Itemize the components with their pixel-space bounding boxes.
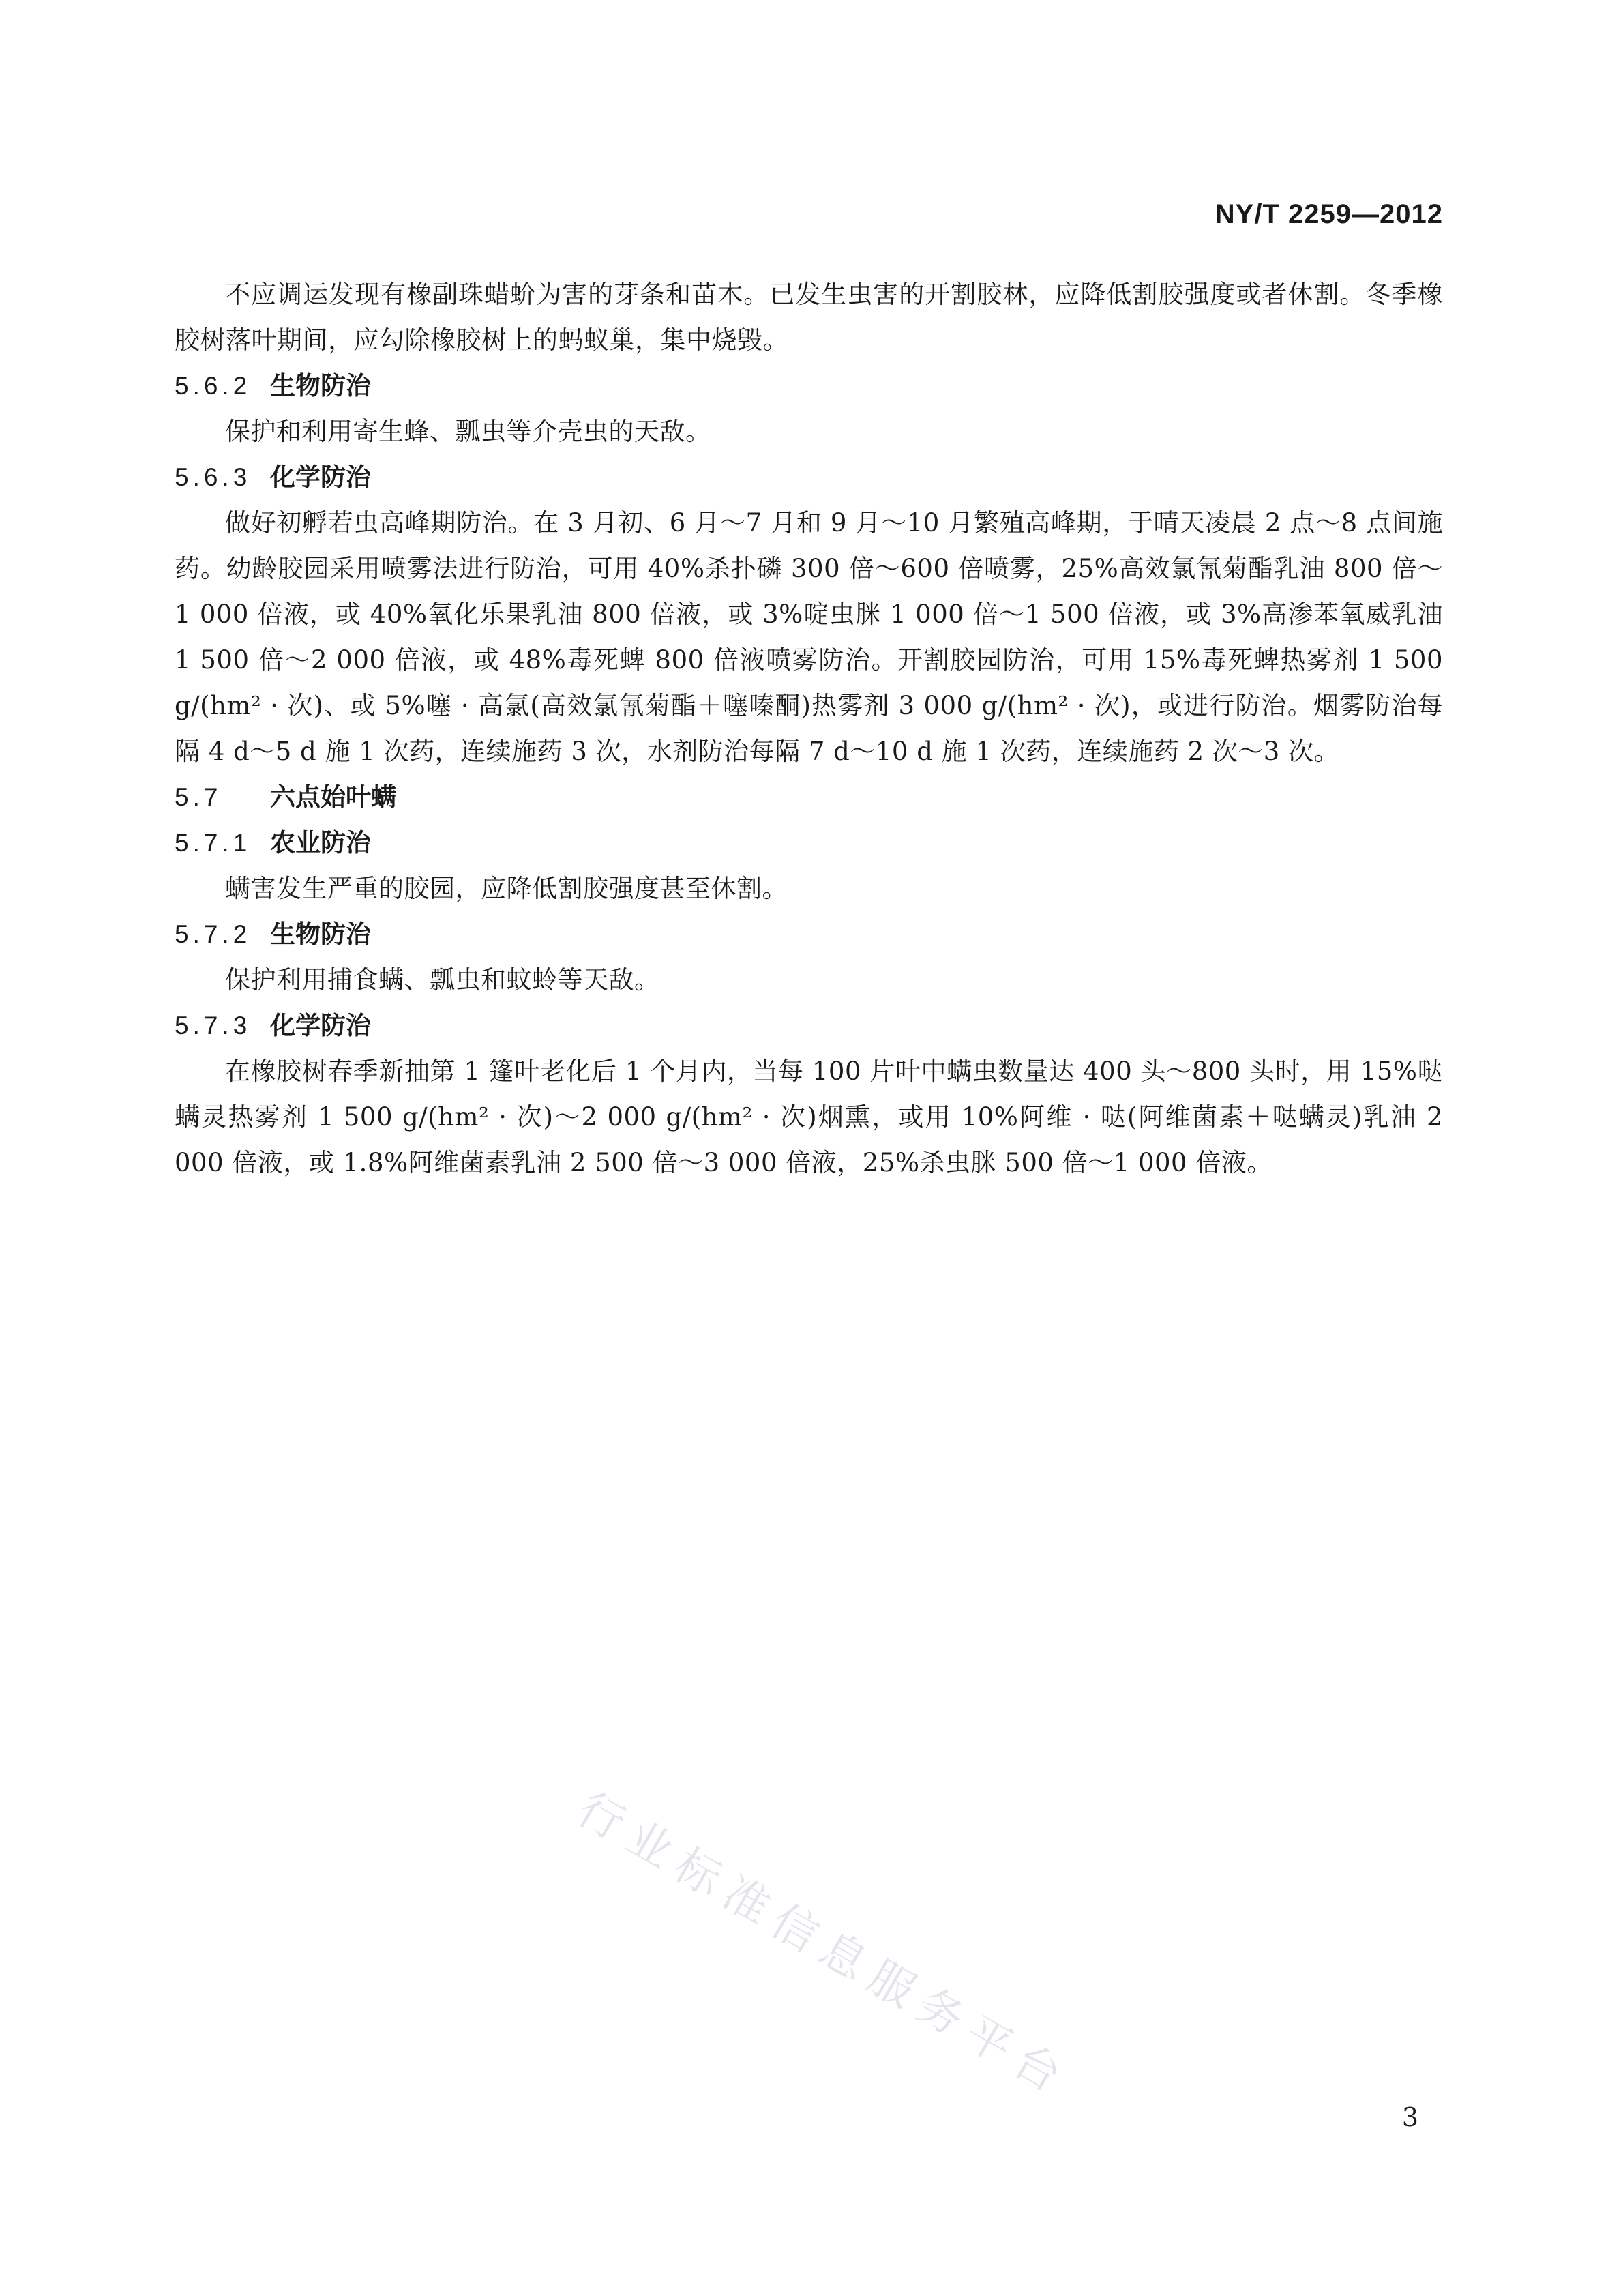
section-title: 生物防治: [270, 371, 371, 400]
section-title: 六点始叶螨: [270, 782, 396, 812]
section-number: 5.7.1: [175, 829, 252, 857]
heading-5-7-1: [175, 820, 1443, 866]
heading-5-7: [175, 774, 1443, 820]
page-number: 3: [1401, 2102, 1418, 2132]
paragraph-5-7-2: 保护利用捕食螨、瓢虫和蚊蛉等天敌。: [225, 965, 660, 995]
paragraph-5-7-3: 在橡胶树春季新抽第 1 篷叶老化后 1 个月内，当每 100 片叶中螨虫数量达 400 头～800 头时，用 15%哒螨灵热雾剂 1 500 g/(hm² · 次)～2 000 g/(hm² · 次)烟熏，或用 10%阿维 · 哒(阿维菌素＋哒螨灵)乳油 2 000 倍液，或 1.8%阿维菌素乳油 2 500 倍～3 000 倍液，25%杀虫脒 500 倍～1 000 倍液。: [175, 1057, 1443, 1177]
paragraph-5-6-1-continued: 不应调运发现有橡副珠蜡蚧为害的芽条和苗木。已发生虫害的开割胶林，应降低割胶强度或者休割。冬季橡胶树落叶期间，应勾除橡胶树上的蚂蚁巢，集中烧毁。: [175, 280, 1443, 355]
paragraph-5-7-1: 螨害发生严重的胶园，应降低割胶强度甚至休割。: [225, 874, 788, 903]
section-number: 5.6.2: [175, 372, 252, 400]
heading-5-6-2: [175, 363, 1443, 409]
document-body: [175, 271, 1443, 1186]
section-title: 化学防治: [270, 462, 371, 492]
section-number: 5.6.3: [175, 463, 252, 491]
heading-5-7-2: [175, 911, 1443, 957]
section-number: 5.7.2: [175, 920, 252, 948]
standard-code: NY/T 2259—2012: [1215, 199, 1443, 229]
heading-5-7-3: [175, 1003, 1443, 1048]
section-number: 5.7.3: [175, 1012, 252, 1040]
section-title: 化学防治: [270, 1011, 371, 1040]
watermark: 行业标准信息服务平台: [569, 1782, 1079, 2108]
section-number: 5.7: [175, 783, 222, 811]
section-title: 农业防治: [270, 828, 371, 857]
paragraph-5-6-3: 做好初孵若虫高峰期防治。在 3 月初、6 月～7 月和 9 月～10 月繁殖高峰期，于晴天凌晨 2 点～8 点间施药。幼龄胶园采用喷雾法进行防治，可用 40%杀扑磷 300 倍～600 倍喷雾，25%高效氯氰菊酯乳油 800 倍～1 000 倍液，或 40%氧化乐果乳油 800 倍液，或 3%啶虫脒 1 000 倍～1 500 倍液，或 3%高渗苯氧威乳油 1 500 倍～2 000 倍液，或 48%毒死蜱 800 倍液喷雾防治。开割胶园防治，可用 15%毒死蜱热雾剂 1 500 g/(hm² · 次)、或 5%噻 · 高氯(高效氯氰菊酯＋噻嗪酮)热雾剂 3 000 g/(hm² · 次)，或进行防治。烟雾防治每隔 4 d～5 d 施 1 次药，连续施药 3 次，水剂防治每隔 7 d～10 d 施 1 次药，连续施药 2 次～3 次。: [175, 508, 1443, 766]
paragraph-5-6-2: 保护和利用寄生蜂、瓢虫等介壳虫的天敌。: [225, 417, 711, 446]
section-title: 生物防治: [270, 919, 371, 949]
heading-5-6-3: [175, 454, 1443, 500]
